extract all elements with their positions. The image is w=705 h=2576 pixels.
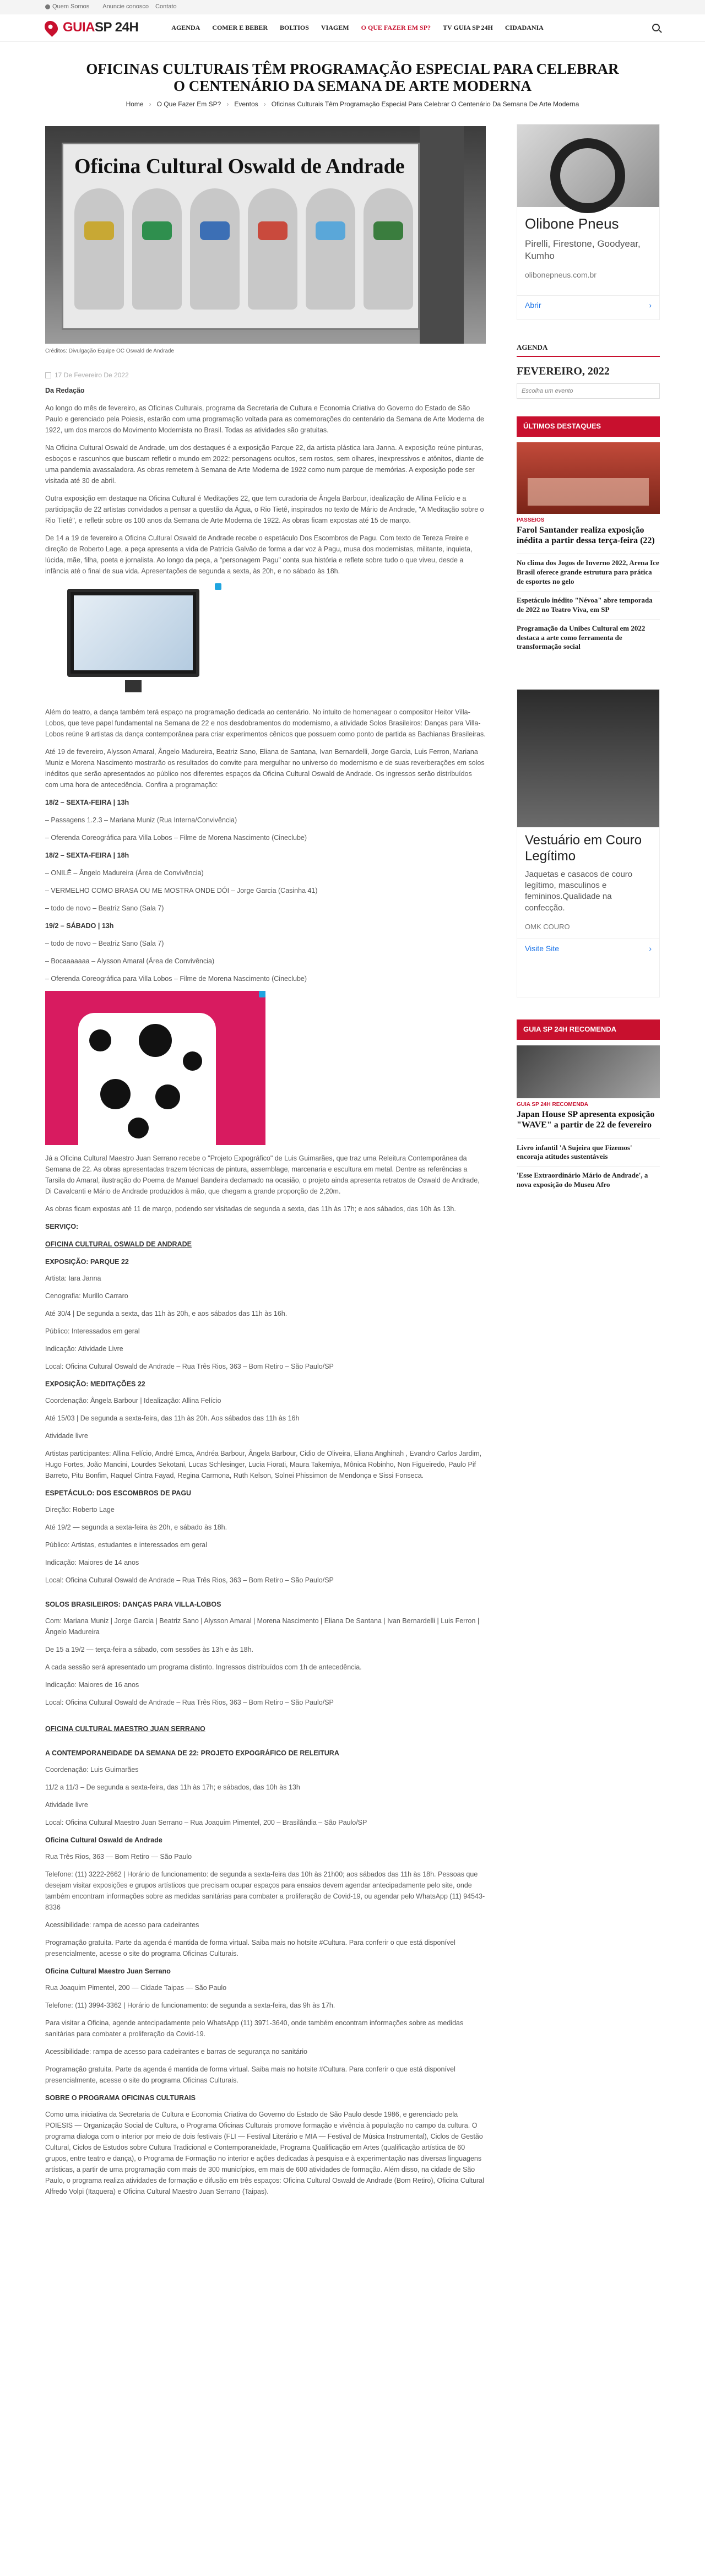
venue-info: Telefone: (11) 3994-3362 | Horário de funcionamento: de segunda a sexta-feira, das 9h às 17h. — [45, 2002, 335, 2010]
event-title: ESPETÁCULO: DOS ESCOMBROS DE PAGU — [45, 1489, 192, 1498]
paragraph: Já a Oficina Cultural Maestro Juan Serrano recebe o "Projeto Expográfico" de Luis Guimarães, que traz uma Releitura Contemporânea da Semana de 22. As obras apresentadas trazem técnicas de pintura, assemblage, marcenaria e escultura em metal. Dentre as referências a Tarsila do Amaral, ilustração do Poema de Manuel Bandeira declamado na ocasião, o projeto ainda apresenta retratos de Oswald de Andrade, Di Cavalcanti e Mário de Andrade produzidos à mão, que chegam a grande proporção de 2,20m. — [45, 1154, 480, 1196]
venue-info: Acessibilidade: rampa de acesso para cadeirantes e barras de segurança no sanitário — [45, 2048, 307, 2056]
schedule-item: – todo de novo – Beatriz Sano (Sala 7) — [45, 904, 164, 913]
event-title: SOLOS BRASILEIROS: DANÇAS PARA VILLA-LOBOS — [45, 1601, 221, 1609]
event-detail: Atividade livre — [45, 1432, 88, 1440]
adchoices-icon[interactable] — [215, 583, 221, 590]
image-caption: Créditos: Divulgação Equipe OC Oswald de Andrade — [45, 348, 175, 355]
highlight-feature-image[interactable] — [517, 442, 660, 514]
category-tag[interactable]: PASSEIOS — [517, 517, 545, 523]
schedule-item: – ONILÊ – Ângelo Madureira (Área de Convivência) — [45, 869, 204, 877]
venue-heading: OFICINA CULTURAL OSWALD DE ANDRADE — [45, 1240, 192, 1249]
ad-open-button[interactable]: Abrir › — [517, 295, 659, 314]
venue-info: Acessibilidade: rampa de acesso para cadeirantes — [45, 1921, 199, 1929]
highlights-heading: ÚLTIMOS DESTAQUES — [517, 416, 660, 437]
event-title: EXPOSIÇÃO: PARQUE 22 — [45, 1258, 129, 1266]
article-title: OFICINAS CULTURAIS TÊM PROGRAMAÇÃO ESPECIAL PARA CELEBRAR O CENTENÁRIO DA SEMANA DE ARTE MODERNA — [86, 61, 619, 95]
ad-title: Olibone Pneus — [525, 215, 619, 232]
top-link-contato[interactable]: Contato — [155, 3, 177, 10]
breadcrumb-home[interactable]: Home — [126, 100, 144, 109]
event-detail: Indicação: Maiores de 16 anos — [45, 1681, 139, 1689]
ad-description: Jaquetas e casacos de couro legítimo, masculinos e femininos.Qualidade na confecção. — [525, 869, 633, 913]
recommends-heading: GUIA SP 24H RECOMENDA — [517, 1019, 660, 1040]
event-detail: Artistas participantes: Allina Felício, André Emca, Andréa Barbour, Ângela Barbour, Cidio de Oliveira, Eliana Anghinah , Evandro Carlos Jardim, Hugo Fortes, João Mancini, Lourdes Sekotani, Lucas Schlesinger, Lucia Fiorati, Maura Takemiya, Mônica Robinho, Non Figueiredo, Paulo Pif Barreto, Pitu Bonfim, Raquel Cintra Fayad, Regina Carmona, Ruth Kelson, Solnei Phissimon de Mendonça e Sissi Fonseca. — [45, 1450, 482, 1480]
event-detail: Direção: Roberto Lage — [45, 1506, 115, 1514]
tire-image — [517, 124, 659, 207]
agenda-month: FEVEREIRO, 2022 — [517, 365, 610, 378]
calendar-icon — [45, 372, 51, 378]
top-link-anuncie[interactable]: Anuncie conosco — [102, 3, 149, 10]
map-pin-icon — [42, 19, 61, 37]
event-detail: Local: Oficina Cultural Oswald de Andrade – Rua Três Rios, 363 – Bom Retiro – São Paulo/SP — [45, 1363, 334, 1371]
search-icon[interactable] — [652, 24, 660, 31]
schedule-item: – Oferenda Coreográfica para Villa Lobos – Filme de Morena Nascimento (Cineclube) — [45, 975, 307, 983]
ad-brand: OMK COURO — [525, 922, 570, 931]
top-link-quem-somos[interactable]: Quem Somos — [45, 2, 96, 12]
sidebar-ad-tires[interactable] — [517, 124, 660, 320]
leather-jacket-image — [517, 690, 659, 827]
sidebar — [517, 117, 660, 2204]
highlight-item[interactable]: Programação da Unibes Cultural em 2022 destaca a arte como ferramenta de transformação social — [517, 619, 660, 657]
event-detail: Público: Artistas, estudantes e interessados em geral — [45, 1541, 207, 1549]
event-select[interactable]: Escolha um evento — [517, 383, 660, 399]
inline-ad-fashion[interactable] — [45, 991, 265, 1145]
breadcrumb-separator: › — [263, 100, 266, 109]
schedule-item: – todo de novo – Beatriz Sano (Sala 7) — [45, 940, 164, 948]
category-tag[interactable]: GUIA SP 24H RECOMENDA — [517, 1102, 589, 1108]
inline-ad-monitor[interactable] — [45, 583, 221, 699]
breadcrumb-separator: › — [149, 100, 151, 109]
event-detail: Local: Oficina Cultural Maestro Juan Serrano – Rua Joaquim Pimentel, 200 – Brasilândia – São Paulo/SP — [45, 1819, 367, 1827]
article-content — [45, 117, 486, 2204]
hero-banner-text: Oficina Cultural Oswald de Andrade — [74, 155, 405, 178]
paragraph: As obras ficam expostas até 11 de março, podendo ser visitadas de segunda a sexta, das 11h às 17h; e aos sábados, das 10h às 13h. — [45, 1205, 456, 1213]
schedule-heading: 19/2 – SÁBADO | 13h — [45, 922, 114, 930]
site-logo[interactable]: GUIA SP 24H — [45, 17, 138, 38]
hero-banner — [62, 143, 420, 330]
ad-title: Vestuário em Couro Legítimo — [525, 833, 642, 864]
event-detail: Local: Oficina Cultural Oswald de Andrade – Rua Três Rios, 363 – Bom Retiro – São Paulo/SP — [45, 1699, 334, 1707]
event-detail: Coordenação: Luis Guimarães — [45, 1766, 139, 1774]
about-heading: SOBRE O PROGRAMA OFICINAS CULTURAIS — [45, 2094, 196, 2102]
paragraph: Outra exposição em destaque na Oficina Cultural é Meditações 22, que tem curadoria de Ângela Barbour, idealização de Allina Felício e a participação de 22 artistas convidados a pensar a questão da Água, o Rio Tietê, inspirados no texto de Mário de Andrade, "A Meditação sobre o Rio Tietê", e refletir sobre os 100 anos da Semana de Arte Moderna de 1922. As obras ficam expostas até 15 de março. — [45, 495, 484, 525]
breadcrumb-current: Oficinas Culturais Têm Programação Especial Para Celebrar O Centenário Da Semana De Arte Moderna — [271, 100, 579, 109]
recommend-feature-image[interactable] — [517, 1045, 660, 1098]
highlight-feature-title[interactable]: Farol Santander realiza exposição inédita a partir dessa terça-feira (22) — [517, 525, 655, 546]
venue-address-title: Oficina Cultural Oswald de Andrade — [45, 1836, 162, 1845]
top-bar — [0, 0, 705, 14]
paragraph: Na Oficina Cultural Oswald de Andrade, um dos destaques é a exposição Parque 22, da artista plástica Iara Janna. A exposição reúne pinturas, esboços e rascunhos que buscam refletir o mundo em 2022: personagens ocultos, sem rostos, sem olhares, inexpressivos e atônitos, diante de uma pandemia avassaladora. As obras remetem à Semana de Arte Moderna de 1922 como num parque de memórias. A exposição pode ser visitada até 30 de abril. — [45, 444, 484, 485]
event-detail: A cada sessão será apresentado um programa distinto. Ingressos distribuídos com 1h de antecedência. — [45, 1663, 362, 1672]
main-nav — [171, 23, 544, 33]
nav-cidadania[interactable]: CIDADANIA — [505, 23, 544, 31]
venue-info: Para visitar a Oficina, agende antecipadamente pelo WhatsApp (11) 3971-3640, onde também encontram informações sobre as medidas sanitárias para combater a proliferação da Covid-19. — [45, 2019, 464, 2038]
event-detail: Local: Oficina Cultural Oswald de Andrade – Rua Três Rios, 363 – Bom Retiro – São Paulo/SP — [45, 1576, 334, 1585]
byline: Da Redação — [45, 387, 85, 395]
agenda-heading: AGENDA — [517, 342, 660, 357]
recommend-item[interactable]: 'Esse Extraordinário Mário de Andrade', a nova exposição do Museu Afro — [517, 1166, 660, 1194]
venue-info: Telefone: (11) 3222-2662 | Horário de funcionamento: de segunda a sexta-feira das 10h às 21h00; aos sábados das 11h às 18h. Pessoas que desejam visitar exposições e grupos artísticos que precisam ocupar espaços para ensaios devem agendar antecipadamente pelo site, onde também encontram informações sobre as medidas sanitárias para combater a proliferação de Covid-19, ou agendar pelo WhatsApp (11) 94543-8336 — [45, 1870, 485, 1912]
venue-address-title: Oficina Cultural Maestro Juan Serrano — [45, 1967, 171, 1976]
ad-url: olibonepneus.com.br — [525, 270, 596, 280]
event-title: EXPOSIÇÃO: MEDITAÇÕES 22 — [45, 1380, 145, 1389]
nav-tv-guia[interactable]: TV GUIA SP 24H — [443, 23, 493, 31]
highlight-item[interactable]: Espetáculo inédito "Névoa" abre temporada de 2022 no Teatro Viva, em SP — [517, 591, 660, 619]
event-detail: Coordenação: Ângela Barbour | Idealização: Allina Felício — [45, 1397, 221, 1405]
publish-date: 17 De Fevereiro De 2022 — [45, 364, 486, 385]
event-detail: Atividade livre — [45, 1801, 88, 1809]
highlight-item[interactable]: No clima dos Jogos de Inverno 2022, Arena Ice Brasil oferece grande estrutura para prática de esportes no gelo — [517, 554, 660, 591]
schedule-heading: 18/2 – SEXTA-FEIRA | 13h — [45, 799, 129, 807]
paragraph: De 14 a 19 de fevereiro a Oficina Cultural Oswald de Andrade recebe o espetáculo Dos Escombros de Pagu. Com texto de Tereza Freire e direção de Roberto Lage, a peça apresenta a vida de Patrícia Galvão de forma a dar voz à Pagu, musa dos modernistas, militante, inquieta, lúcida, mãe, filha, poeta e jornalista. Ao longo da peça, a "personagem Pagu" conta sua história e reflete sobre tudo o que viveu, desde a infância até o final de sua vida. Apresentações de segunda a sexta, às 20h, e no sábado às 18h. — [45, 534, 473, 576]
schedule-item: – Oferenda Coreográfica para Villa Lobos – Filme de Morena Nascimento (Cineclube) — [45, 834, 307, 842]
venue-info: Programação gratuita. Parte da agenda é mantida de forma virtual. Saiba mais no hotsite #Cultura. Para conferir o que está disponível presencialmente, acesse o site do programa Oficinas Culturais. — [45, 1939, 455, 1958]
event-detail: Com: Mariana Muniz | Jorge Garcia | Beatriz Sano | Alysson Amaral | Morena Nascimento | Eliana De Santana | Ivan Bernardelli | Luis Ferron | Ângelo Madureira — [45, 1617, 480, 1636]
event-detail: Público: Interessados em geral — [45, 1327, 140, 1336]
event-detail: De 15 a 19/2 — terça-feira a sábado, com sessões às 13h e às 18h. — [45, 1646, 253, 1654]
venue-info: Programação gratuita. Parte da agenda é mantida de forma virtual. Saiba mais no hotsite #Cultura. Para conferir o que está disponível presencialmente, acesse o site do programa Oficinas Culturais. — [45, 2065, 455, 2085]
recommend-item[interactable]: Livro infantil 'A Sujeira que Fizemos' encoraja atitudes sustentáveis — [517, 1138, 660, 1167]
hero-image — [45, 126, 486, 344]
schedule-heading: 18/2 – SEXTA-FEIRA | 18h — [45, 852, 129, 860]
event-detail: Artista: Iara Janna — [45, 1275, 101, 1283]
event-detail: Indicação: Atividade Livre — [45, 1345, 123, 1353]
venue-address: Rua Joaquim Pimentel, 200 — Cidade Taipas — São Paulo — [45, 1984, 227, 1992]
ad-visit-button[interactable]: Visite Site › — [517, 939, 659, 958]
event-title: A CONTEMPORANEIDADE DA SEMANA DE 22: PROJETO EXPOGRÁFICO DE RELEITURA — [45, 1749, 339, 1758]
event-detail: Cenografia: Murillo Carraro — [45, 1292, 128, 1300]
venue-heading: OFICINA CULTURAL MAESTRO JUAN SERRANO — [45, 1725, 205, 1733]
chevron-right-icon: › — [649, 943, 652, 953]
adchoices-icon[interactable] — [259, 991, 265, 997]
event-detail: Indicação: Maiores de 14 anos — [45, 1559, 139, 1567]
nav-o-que-fazer[interactable]: O QUE FAZER EM SP? — [361, 23, 431, 31]
venue-address: Rua Três Rios, 363 — Bom Retiro — São Paulo — [45, 1853, 192, 1861]
schedule-item: – Bocaaaaaaa – Alysson Amaral (Área de Convivência) — [45, 957, 215, 966]
paragraph: Além do teatro, a dança também terá espaço na programação dedicada ao centenário. No intuito de homenagear o compositor Heitor Villa-Lobos, que teve papel fundamental na Semana de 22 e nos desdobramentos do modernismo, a atividade Solos Brasileiros: Danças para Villa-Lobos reúne 9 artistas da dança contemporânea para criar experimentos cênicos que possuem como ponto de partida as Bachianas Brasileiras. — [45, 708, 486, 739]
paragraph: Até 19 de fevereiro, Alysson Amaral, Ângelo Madureira, Beatriz Sano, Eliana de Santana, Ivan Bernardelli, Jorge Garcia, Luis Ferron, Mariana Muniz e Morena Nascimento mostrarão os resultados do convite para mergulhar no universo do modernismo e de suas reverberações em solos inéditos que serão apresentados ao público nos diferentes espaços da Oficina Cultural Oswald de Andrade. Os ingressos serão distribuídos com uma hora de antecedência. Confira a programação: — [45, 748, 485, 789]
sidebar-ad-leather[interactable] — [517, 689, 660, 997]
recommend-feature-title[interactable]: Japan House SP apresenta exposição "WAVE" a partir de 22 de fevereiro — [517, 1110, 655, 1130]
event-detail: Até 30/4 | De segunda a sexta, das 11h às 20h, e aos sábados das 11h às 16h. — [45, 1310, 288, 1318]
nav-viagem[interactable]: VIAGEM — [321, 23, 349, 31]
service-heading: SERVIÇO: — [45, 1223, 79, 1231]
info-icon — [45, 4, 50, 9]
nav-boltios[interactable]: BOLTIOS — [279, 23, 309, 31]
event-detail: 11/2 a 11/3 – De segunda a sexta-feira, das 11h às 17h; e sábados, das 10h às 13h — [45, 1783, 300, 1792]
schedule-item: – Passagens 1.2.3 – Mariana Muniz (Rua Interna/Convivência) — [45, 816, 237, 825]
chevron-right-icon: › — [649, 301, 652, 310]
nav-agenda[interactable]: AGENDA — [171, 23, 200, 31]
breadcrumb-separator: › — [226, 100, 229, 109]
event-detail: Até 19/2 — segunda a sexta-feira às 20h, e sábado às 18h. — [45, 1523, 227, 1532]
ad-description: Pirelli, Firestone, Goodyear, Kumho — [525, 238, 641, 261]
breadcrumb-o-que-fazer[interactable]: O Que Fazer Em SP? — [156, 100, 221, 109]
site-header — [0, 14, 705, 42]
breadcrumb-eventos[interactable]: Eventos — [234, 100, 258, 109]
breadcrumb — [0, 99, 705, 117]
nav-comer-e-beber[interactable]: COMER E BEBER — [212, 23, 268, 31]
event-detail: Até 15/03 | De segunda a sexta-feira, das 11h às 20h. Aos sábados das 11h às 16h — [45, 1414, 300, 1423]
paragraph: Ao longo do mês de fevereiro, as Oficinas Culturais, programa da Secretaria de Cultura e Economia Criativa do Governo do Estado de São Paulo e gerenciado pela Poiesis, estarão com uma programação voltada para as comemorações do centenário da Semana de Arte Moderna de 1922, um dos marcos do Movimento Modernista no Brasil. Todas as atividades são gratuitas. — [45, 404, 485, 435]
schedule-item: – VERMELHO COMO BRASA OU ME MOSTRA ONDE DÓI – Jorge Garcia (Casinha 41) — [45, 887, 318, 895]
about-paragraph: Como uma iniciativa da Secretaria de Cultura e Economia Criativa do Governo do Estado de São Paulo desde 1986, e gerenciado pela POIESIS — Organização Social de Cultura, o Programa Oficinas Culturais promove formação e vivência à população no campo da cultura. O programa dialoga com o interior por meio de dois festivais (FLI — Festival Literário e MIA — Festival de Música Instrumental), Ciclos de Gestão Cultural, Ciclos de Estudos sobre Cultura Tradicional e Contemporaneidade, Programa Qualificação em Artes (qualificação artística de 60 grupos, entre teatro e dança), o Programa de Formação no interior e ações dedicadas à pesquisa e à experimentação nas diversas linguagens artísticas, a partir de uma programação com mais de 300 municípios, em mais de 600 atividades de formação. Além disso, na cidade de São Paulo, o programa realiza atividades de formação e difusão em três espaços: Oficina Cultural Oswald de Andrade (Bom Retiro), Oficina Cultural Alfredo Volpi (Itaquera) e Oficina Cultural Maestro Juan Serrano (Taipas). — [45, 2111, 484, 2196]
